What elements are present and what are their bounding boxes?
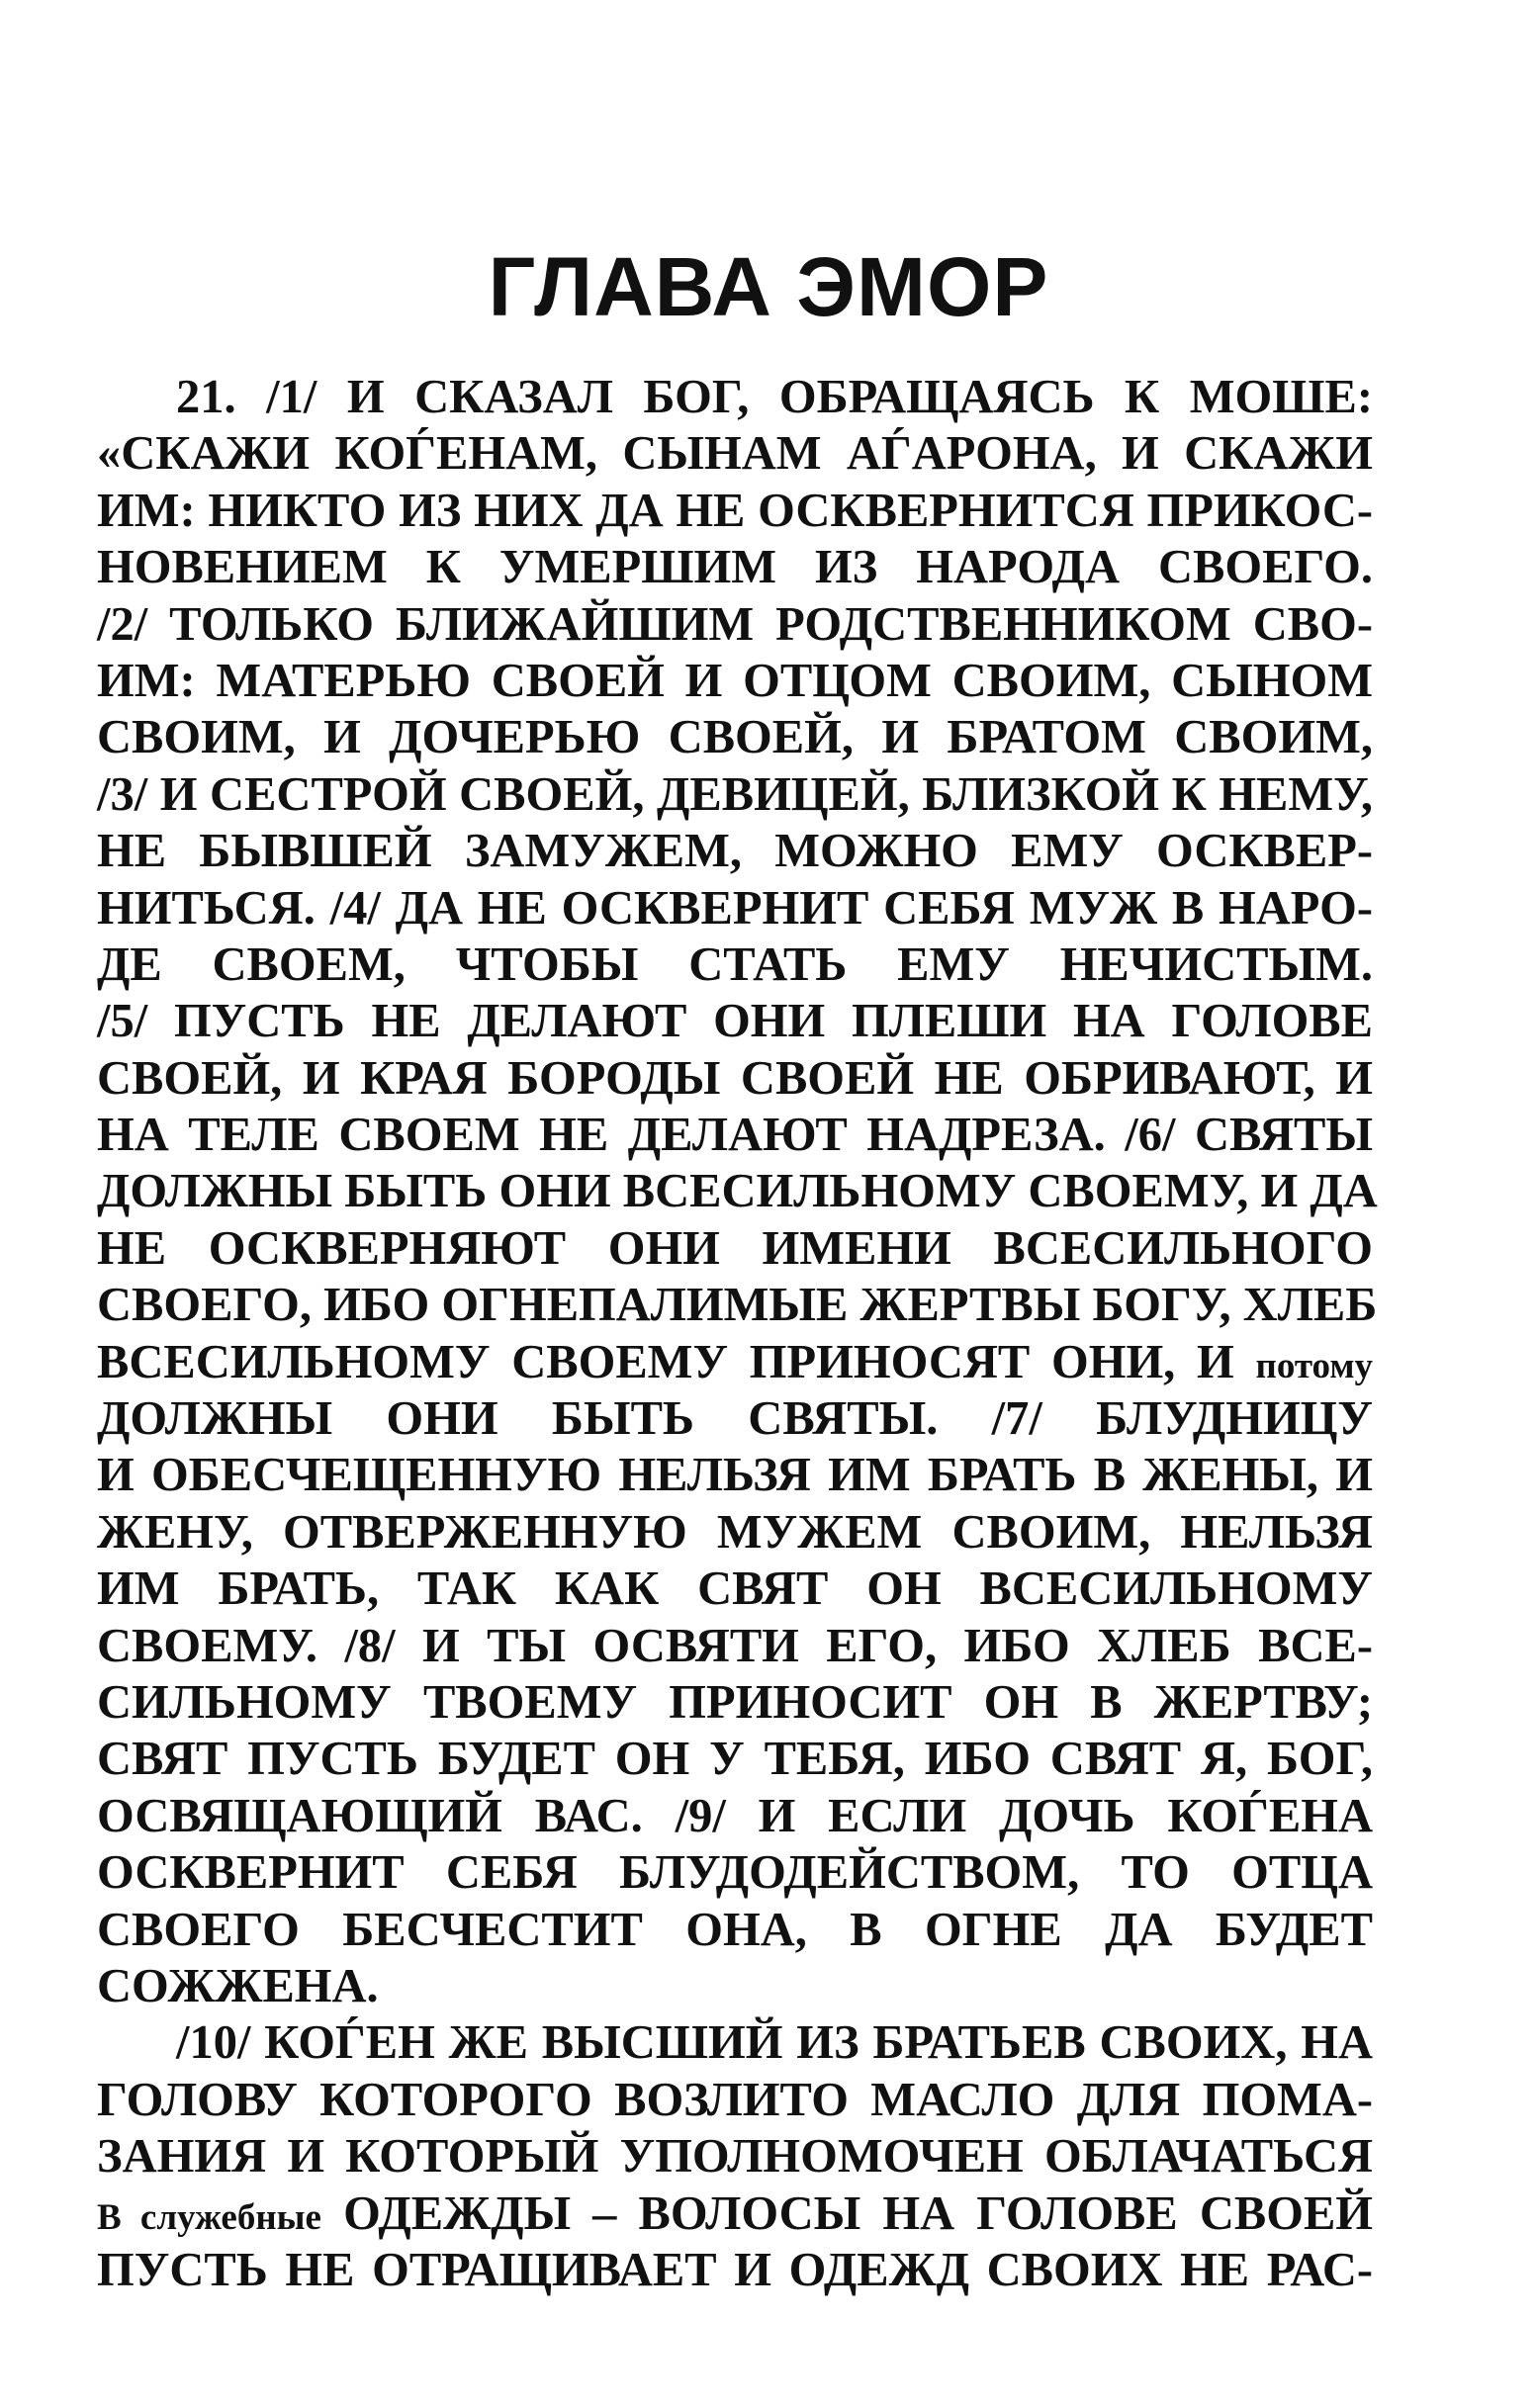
- text-line-content: ДЕ СВОЕМ, ЧТОБЫ СТАТЬ ЕМУ НЕЧИСТЫМ.: [97, 937, 1373, 991]
- text-line: [97, 2072, 1373, 2128]
- text-line: [97, 993, 1373, 1049]
- text-line: [97, 1107, 1373, 1163]
- text-line-content: ОДЕЖДЫ – ВОЛОСЫ НА ГОЛОВЕ СВОЕЙ: [343, 2186, 1374, 2240]
- text-line-content: СВЯТ ПУСТЬ БУДЕТ ОН У ТЕБЯ, ИБО СВЯТ Я, БОГ,: [97, 1733, 1373, 1786]
- text-line: [97, 1277, 1378, 1333]
- text-line-content: ПУСТЬ НЕ ОТРАЩИВАЕТ И ОДЕЖД СВОИХ НЕ РАС-: [97, 2243, 1373, 2296]
- text-line: [97, 823, 1373, 879]
- text-line-content: /10/ КОЃЕН ЖЕ ВЫСШИЙ ИЗ БРАТЬЕВ СВОИХ, НА: [176, 2016, 1373, 2070]
- text-line-content: НЕ ОСКВЕРНЯЮТ ОНИ ИМЕНИ ВСЕСИЛЬНОГО: [97, 1221, 1373, 1275]
- text-line: [97, 1731, 1373, 1787]
- text-line-lowercase-part: В служебные: [97, 2196, 321, 2238]
- text-line-content: СВОЕГО, ИБО ОГНЕПАЛИМЫЕ ЖЕРТВЫ БОГУ, ХЛЕБ: [97, 1279, 1378, 1332]
- text-line-content: ДОЛЖНЫ БЫТЬ ОНИ ВСЕСИЛЬНОМУ СВОЕМУ, И ДА: [97, 1165, 1378, 1218]
- text-line-content: «СКАЖИ КОЃЕНАМ, СЫНАМ АЃАРОНА, И СКАЖИ: [97, 427, 1373, 481]
- text-line: [97, 1618, 1373, 1674]
- chapter-title: ГЛАВА ЭМОР: [488, 240, 1049, 333]
- text-line-content: ЗАНИЯ И КОТОРЫЙ УПОЛНОМОЧЕН ОБЛАЧАТЬСЯ: [97, 2130, 1373, 2184]
- text-line: [97, 1844, 1373, 1901]
- text-line: [97, 2185, 1373, 2242]
- text-line-content: ВСЕСИЛЬНОМУ СВОЕМУ ПРИНОСЯТ ОНИ, И: [97, 1335, 1234, 1388]
- text-line-content: /3/ И СЕСТРОЙ СВОЕЙ, ДЕВИЦЕЙ, БЛИЗКОЙ К НЕМУ,: [97, 767, 1373, 821]
- text-line-content: СВОЕГО БЕСЧЕСТИТ ОНА, В ОГНЕ ДА БУДЕТ: [97, 1903, 1373, 1956]
- text-line: [97, 709, 1373, 765]
- text-line-content: /5/ ПУСТЬ НЕ ДЕЛАЮТ ОНИ ПЛЕШИ НА ГОЛОВЕ: [97, 995, 1373, 1048]
- text-line: [97, 1504, 1373, 1561]
- text-line-content: СИЛЬНОМУ ТВОЕМУ ПРИНОСИТ ОН В ЖЕРТВУ;: [97, 1675, 1373, 1729]
- text-line: [97, 1561, 1373, 1617]
- text-line: [97, 1163, 1378, 1219]
- text-line: [97, 2128, 1373, 2185]
- text-line-content: ИМ БРАТЬ, ТАК КАК СВЯТ ОН ВСЕСИЛЬНОМУ: [97, 1562, 1373, 1616]
- body-text: [97, 369, 1378, 2298]
- text-line: [97, 1220, 1373, 1277]
- text-line: [97, 936, 1373, 993]
- text-line: [97, 539, 1373, 595]
- text-line-content: ЖЕНУ, ОТВЕРЖЕННУЮ МУЖЕМ СВОИМ, НЕЛЬЗЯ: [97, 1505, 1373, 1559]
- text-line: [97, 2242, 1373, 2298]
- text-line: [97, 1788, 1373, 1844]
- text-line-content: НИТЬСЯ. /4/ ДА НЕ ОСКВЕРНИТ СЕБЯ МУЖ В НАРО-: [97, 881, 1373, 935]
- text-line: [97, 1334, 1373, 1390]
- text-line: [97, 1958, 1373, 2014]
- text-line-content: СВОИМ, И ДОЧЕРЬЮ СВОЕЙ, И БРАТОМ СВОИМ,: [97, 711, 1373, 764]
- text-line: [97, 483, 1373, 539]
- text-line-content: НЕ БЫВШЕЙ ЗАМУЖЕМ, МОЖНО ЕМУ ОСКВЕР-: [97, 825, 1373, 878]
- text-line: [97, 653, 1373, 709]
- text-line-content: ГОЛОВУ КОТОРОГО ВОЗЛИТО МАСЛО ДЛЯ ПОМА-: [97, 2073, 1373, 2126]
- text-line: [97, 880, 1373, 936]
- text-line: [97, 425, 1373, 482]
- text-line-content: ОСКВЕРНИТ СЕБЯ БЛУДОДЕЙСТВОМ, ТО ОТЦА: [97, 1846, 1373, 1900]
- text-line: [97, 1674, 1373, 1731]
- text-line-content: ИМ: МАТЕРЬЮ СВОЕЙ И ОТЦОМ СВОИМ, СЫНОМ: [97, 654, 1373, 707]
- text-line-lowercase-part: потому: [1255, 1345, 1374, 1386]
- text-line-content: И ОБЕСЧЕЩЕННУЮ НЕЛЬЗЯ ИМ БРАТЬ В ЖЕНЫ, И: [97, 1449, 1373, 1502]
- text-line-content: СОЖЖЕНА.: [97, 1959, 379, 2012]
- text-line-content: СВОЕЙ, И КРАЯ БОРОДЫ СВОЕЙ НЕ ОБРИВАЮТ, И: [97, 1051, 1373, 1105]
- text-line-content: ДОЛЖНЫ ОНИ БЫТЬ СВЯТЫ. /7/ БЛУДНИЦУ: [97, 1392, 1373, 1446]
- text-line: [97, 1447, 1373, 1503]
- text-line-content: ОСВЯЩАЮЩИЙ ВАС. /9/ И ЕСЛИ ДОЧЬ КОЃЕНА: [97, 1789, 1373, 1842]
- text-line-content: 21. /1/ И СКАЗАЛ БОГ, ОБРАЩАЯСЬ К МОШЕ:: [176, 371, 1373, 423]
- text-line-content: ИМ: НИКТО ИЗ НИХ ДА НЕ ОСКВЕРНИТСЯ ПРИКОС-: [97, 484, 1373, 537]
- text-line: [97, 369, 1373, 425]
- text-line: [97, 2014, 1373, 2071]
- text-line: [97, 766, 1373, 823]
- text-line: [97, 1902, 1373, 1958]
- text-line-content: /2/ ТОЛЬКО БЛИЖАЙШИМ РОДСТВЕННИКОМ СВО-: [97, 597, 1373, 651]
- text-line: [97, 596, 1373, 653]
- text-line-content: СВОЕМУ. /8/ И ТЫ ОСВЯТИ ЕГО, ИБО ХЛЕБ ВСЕ-: [97, 1619, 1373, 1672]
- text-line: [97, 1390, 1373, 1447]
- text-line-content: НА ТЕЛЕ СВОЕМ НЕ ДЕЛАЮТ НАДРЕЗА. /6/ СВЯТЫ: [97, 1109, 1373, 1162]
- text-line-content: НОВЕНИЕМ К УМЕРШИМ ИЗ НАРОДА СВОЕГО.: [97, 541, 1373, 594]
- text-line: [97, 1050, 1373, 1107]
